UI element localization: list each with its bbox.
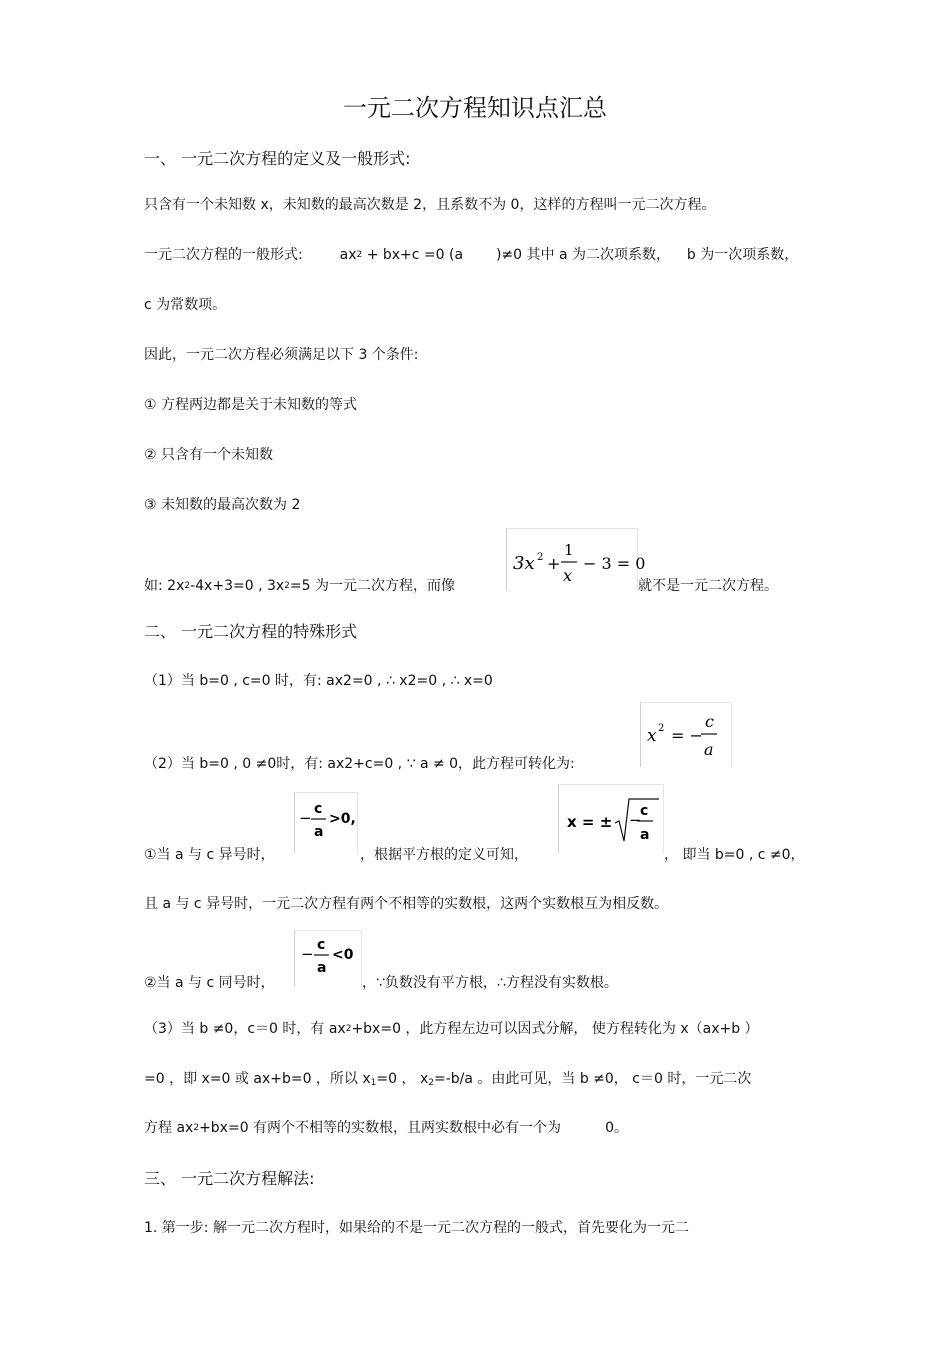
conditions-intro: 因此，一元二次方程必须满足以下 3 个条件:	[144, 347, 419, 363]
constant-term-text: c 为常数项。	[144, 297, 227, 313]
example-end: 就不是一元二次方程。	[638, 578, 778, 594]
nq-num: 1	[564, 541, 574, 559]
formula-neg-c-over-a-positive	[294, 792, 358, 853]
section-3-heading: 三、 一元二次方程解法:	[144, 1169, 315, 1188]
neg-neg: −	[301, 945, 314, 963]
example-b: -4x+3=0 , 3x	[190, 578, 285, 594]
nq-den: x	[563, 566, 573, 585]
pos-rel: >0,	[329, 811, 356, 827]
xs-eq: = −	[671, 726, 703, 745]
nq-plus: +	[547, 554, 561, 573]
case-2a-conclusion: 且 a 与 c 异号时，一元二次方程有两个不相等的实数根，这两个实数根互为相反数。	[144, 896, 669, 912]
xs-den: a	[704, 740, 714, 759]
neg-rel: <0	[332, 947, 354, 963]
nq-rest: − 3 = 0	[583, 554, 646, 573]
subscript: 1	[370, 1078, 377, 1088]
definition-text: 只含有一个未知数 x，未知数的最高次数是 2，且系数不为 0，这样的方程叫一元二次方程。	[144, 197, 716, 213]
nq-lhs: 3x	[513, 553, 535, 574]
condition-2: ② 只含有一个未知数	[144, 447, 274, 463]
case-3-e: =-b/a 。由此可见，当 b ≠0， c＝0 时，一元二次	[433, 1071, 752, 1087]
section-2-heading: 二、 一元二次方程的特殊形式	[144, 622, 358, 641]
exponent: 2	[184, 581, 191, 591]
general-form-ax: ax	[339, 247, 357, 263]
root-num: c	[640, 803, 649, 819]
case-3-line-1	[144, 1018, 759, 1038]
example-line-start	[144, 575, 455, 595]
formula-root	[558, 784, 664, 853]
pos-neg: −	[299, 809, 312, 827]
case-3-g: +bx=0 有两个不相等的实数根，且两实数根中必有一个为	[199, 1120, 562, 1136]
case-2b-start: ②当 a 与 c 同号时，	[144, 975, 275, 991]
subscript: 2	[428, 1078, 434, 1088]
case-3-f: 方程 ax	[144, 1120, 194, 1136]
case-3-b: +bx=0 ，此方程左边可以因式分解， 使方程转化为 x（ax+b ）	[351, 1021, 759, 1037]
formula-x-squared	[640, 702, 732, 767]
general-form-coef-b: b 为一次项系数，	[686, 247, 799, 263]
xs-num: c	[705, 712, 714, 731]
case-3-a: （3）当 b ≠0，c＝0 时，有 ax	[144, 1021, 346, 1037]
case-3-d: =0 ， x	[376, 1071, 429, 1087]
pos-den: a	[314, 824, 324, 840]
condition-1: ① 方程两边都是关于未知数的等式	[144, 397, 358, 413]
general-form-line	[144, 244, 798, 264]
general-form-rest: + bx+c =0 (a	[366, 247, 464, 263]
root-lhs: x = ±	[567, 813, 613, 831]
exponent: 2	[356, 250, 363, 260]
case-3-c: =0 ，即 x=0 或 ax+b=0 ，所以 x	[144, 1071, 371, 1087]
case-2b-end: ，∵负数没有平方根，∴方程没有实数根。	[362, 975, 618, 991]
example-c: =5 为一元二次方程，而像	[289, 578, 455, 594]
case-3-line-3	[144, 1117, 628, 1137]
case-2: （2）当 b=0 , 0 ≠0时，有: ax2+c=0 , ∵ a ≠ 0，此方程可转化为:	[144, 756, 575, 772]
case-2a-end: ， 即当 b=0 , c ≠0，	[664, 847, 805, 863]
xs-lhs: x	[647, 726, 657, 746]
exponent: 2	[345, 1024, 352, 1034]
root-neg: −	[629, 811, 642, 829]
formula-neg-c-over-a-negative	[294, 930, 362, 987]
example-a: 如: 2x	[144, 578, 185, 594]
case-1: （1）当 b=0 , c=0 时，有: ax2=0 , ∴ x2=0 , ∴ x=0	[144, 673, 493, 689]
general-form-cond: )≠0	[495, 247, 523, 263]
case-2a-start: ①当 a 与 c 异号时，	[144, 847, 275, 863]
neg-num: c	[317, 937, 326, 953]
pos-num: c	[314, 801, 323, 817]
nq-sup: 2	[537, 552, 544, 563]
step-1: 1. 第一步: 解一元二次方程时，如果给的不是一元二次方程的一般式，首先要化为一元二	[144, 1220, 689, 1236]
general-form-coef-a: 其中 a 为二次项系数，	[526, 247, 670, 263]
case-3-h: 0。	[605, 1120, 628, 1136]
exponent: 2	[284, 581, 290, 591]
case-2a-mid: ，根据平方根的定义可知，	[360, 847, 528, 863]
xs-sup: 2	[658, 723, 665, 734]
root-den: a	[640, 827, 650, 843]
section-1-heading: 一、 一元二次方程的定义及一般形式:	[144, 149, 411, 168]
case-3-line-2	[144, 1068, 751, 1088]
condition-3: ③ 未知数的最高次数为 2	[144, 497, 301, 513]
page-title: 一元二次方程知识点汇总	[343, 94, 607, 122]
formula-nonquadratic	[506, 528, 646, 591]
general-form-label: 一元二次方程的一般形式:	[144, 247, 303, 263]
neg-den: a	[317, 960, 327, 976]
exponent: 2	[193, 1123, 200, 1133]
